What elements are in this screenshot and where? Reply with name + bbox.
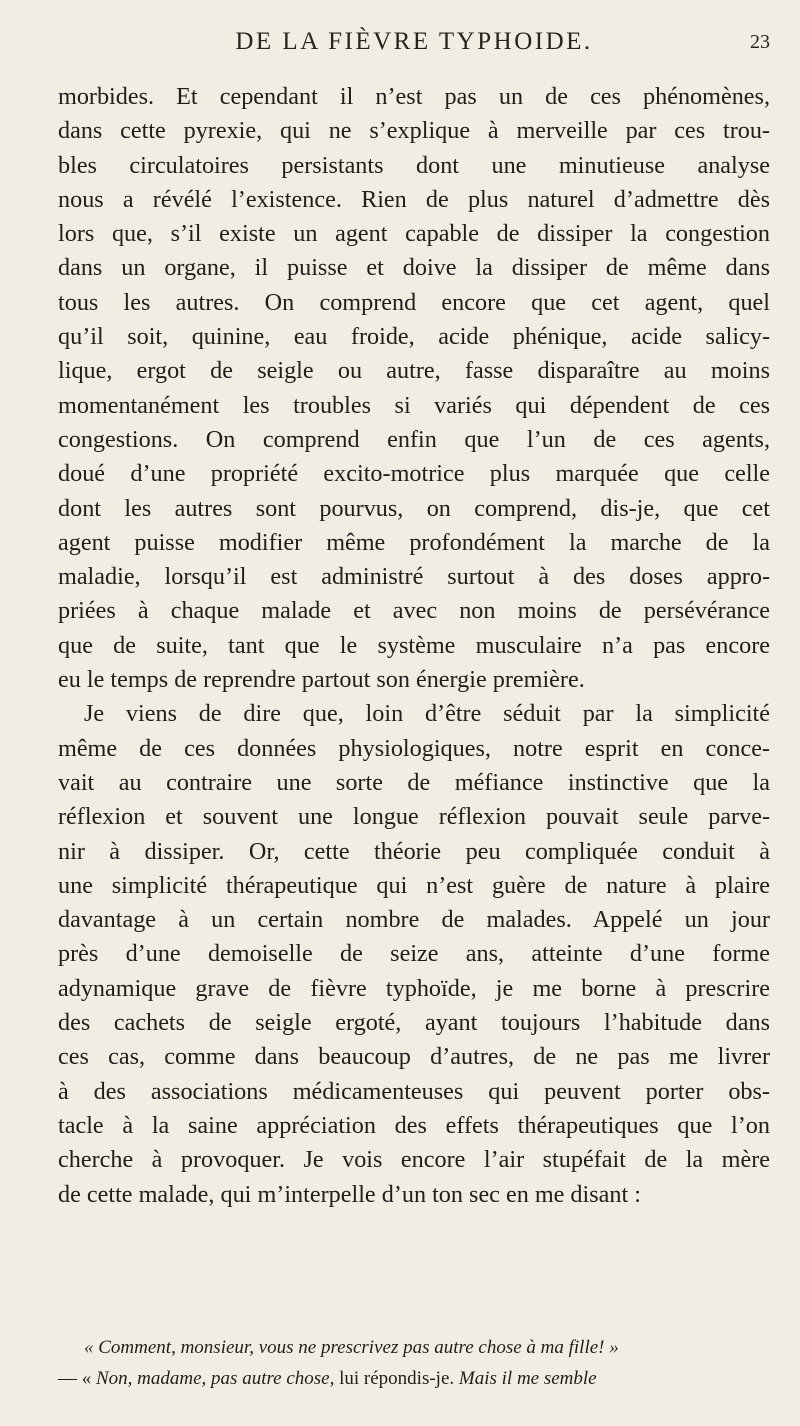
dialogue-block — [58, 1332, 770, 1394]
text-line: réflexion et souvent une longue réflexion pouvait seule parve- — [58, 803, 770, 831]
running-head — [58, 28, 770, 58]
dialogue-reply-italic-end: Mais il me semble — [458, 1368, 597, 1389]
dialogue-reply-italic: Non, madame, pas autre chose, — [96, 1368, 335, 1389]
text-line: lors que, s’il existe un agent capable de dissiper la congestion — [58, 220, 770, 248]
text-line: même de ces données physiologiques, notre esprit en conce- — [58, 734, 770, 762]
text-line: ces cas, comme dans beaucoup d’autres, de ne pas me livrer — [58, 1043, 770, 1071]
text-line: adynamique grave de fièvre typhoïde, je me borne à prescrire — [58, 974, 770, 1002]
text-line: doué d’une propriété excito-motrice plus marquée que celle — [58, 460, 770, 488]
text-line: lique, ergot de seigle ou autre, fasse disparaître au moins — [58, 357, 770, 385]
text-line: nous a révélé l’existence. Rien de plus naturel d’admettre dès — [58, 185, 770, 213]
text-line: près d’une demoiselle de seize ans, atteinte d’une forme — [58, 940, 770, 968]
text-line: davantage à un certain nombre de malades. Appelé un jour — [58, 906, 770, 934]
text-line: bles circulatoires persistants dont une minutieuse analyse — [58, 151, 770, 179]
text-line: cherche à provoquer. Je vois encore l’air stupéfait de la mère — [58, 1146, 770, 1174]
dialogue-line-question: « Comment, monsieur, vous ne prescrivez pas autre chose à ma fille! » — [84, 1337, 619, 1358]
text-line: des cachets de seigle ergoté, ayant toujours l’habitude dans — [58, 1009, 770, 1037]
text-line: tacle à la saine appréciation des effets thérapeutiques que l’on — [58, 1111, 770, 1139]
text-line: nir à dissiper. Or, cette théorie peu compliquée conduit à — [58, 837, 770, 865]
dialogue-dash: — « — [58, 1368, 96, 1389]
text-line: congestions. On comprend enfin que l’un de ces agents, — [58, 425, 770, 453]
text-line: dans cette pyrexie, qui ne s’explique à merveille par ces trou- — [58, 117, 770, 145]
text-line: priées à chaque malade et avec non moins de persévérance — [58, 597, 770, 625]
text-line: tous les autres. On comprend encore que cet agent, quel — [58, 288, 770, 316]
text-line: agent puisse modifier même profondément la marche de la — [58, 528, 770, 556]
dialogue-reply-roman: lui répondis-je. — [334, 1368, 459, 1389]
text-line: dont les autres sont pourvus, on comprend, dis-je, que cet — [58, 494, 770, 522]
page-number: 23 — [750, 31, 770, 53]
text-line: de cette malade, qui m’interpelle d’un ton sec en me disant : — [58, 1180, 641, 1208]
body-text — [58, 80, 770, 1212]
text-line: dans un organe, il puisse et doive la dissiper de même dans — [58, 254, 770, 282]
text-line: maladie, lorsqu’il est administré surtout à des doses appro- — [58, 563, 770, 591]
text-line: momentanément les troubles si variés qui dépendent de ces — [58, 391, 770, 419]
running-title: DE LA FIÈVRE TYPHOIDE. — [235, 28, 593, 55]
text-line: une simplicité thérapeutique qui n’est guère de nature à plaire — [58, 871, 770, 899]
text-line: eu le temps de reprendre partout son énergie première. — [58, 666, 585, 694]
text-line: vait au contraire une sorte de méfiance instinctive que la — [58, 768, 770, 796]
text-line: que de suite, tant que le système musculaire n’a pas encore — [58, 631, 770, 659]
text-line: morbides. Et cependant il n’est pas un de ces phénomènes, — [58, 83, 770, 110]
text-line: à des associations médicamenteuses qui peuvent porter obs- — [58, 1077, 770, 1105]
text-line: qu’il soit, quinine, eau froide, acide phénique, acide salicy- — [58, 323, 770, 351]
dialogue-line-answer — [58, 1363, 770, 1394]
paragraph-start-line: Je viens de dire que, loin d’être séduit par la simplicité — [84, 700, 770, 728]
